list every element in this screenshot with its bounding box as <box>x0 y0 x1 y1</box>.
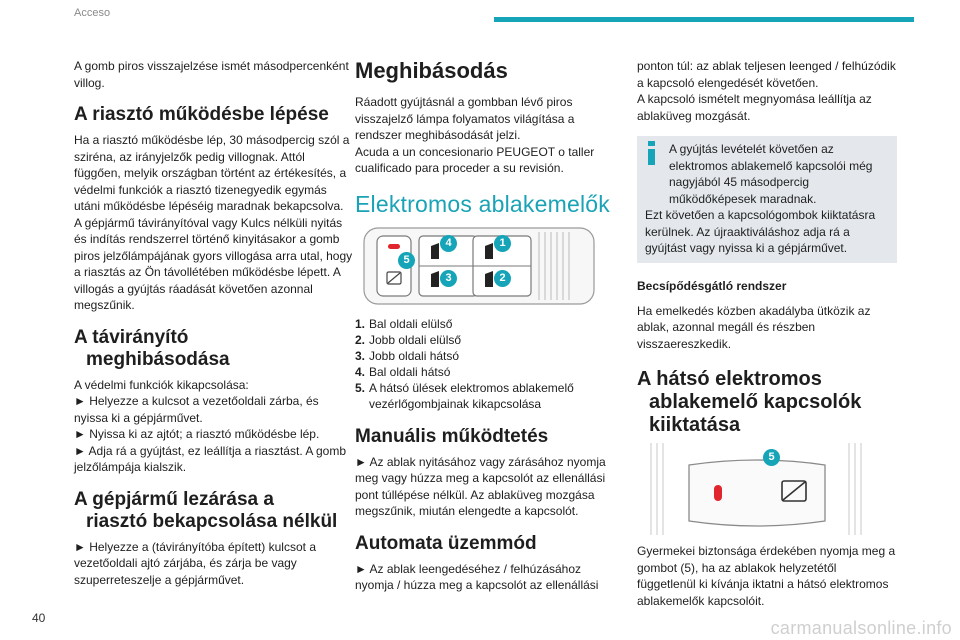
heading-disable-line2: ablakemelő kapcsolók <box>649 391 862 413</box>
remote-failure-step-2: ► Nyissa ki az ajtót; a riasztó működésbe lép. <box>74 427 320 441</box>
heading-manual-operation: Manuális működtetés <box>355 425 549 447</box>
alarm-trigger-text-2: A gépjármű távirányítóval vagy Kulcs nélküli nyitás és indítás rendszerrel történő kinyitásakor a gomb piros jelzőlámpájának gyors villogása arra utal, hogy a riasztás az Ön távollétében működésbe lépett. A villogás a gyújtás ráadását követően azonnal megszűnik. <box>74 215 353 312</box>
badge-3: 3 <box>440 270 457 287</box>
heading-disable-line3: kiiktatása <box>649 414 741 436</box>
anti-pinch-text: Ha emelkedés közben akadályba ütközik az ablak, azonnal megáll és részben visszaereszkedik. <box>637 303 871 351</box>
heading-remote-failure <box>74 327 354 371</box>
automatic-mode-text-cont: ponton túl: az ablak teljesen leenged / felhúzódik a kapcsoló elengedését követően. <box>637 59 896 90</box>
remote-failure-intro: A védelmi funkciók kikapcsolása: <box>74 377 249 392</box>
automatic-mode-text-cont-2: A kapcsoló ismételt megnyomása leállítja az ablaküveg mozgását. <box>637 92 872 123</box>
page-number: 40 <box>32 611 46 625</box>
rear-disable-switch-illustration <box>637 443 877 535</box>
fault-text: Ráadott gyújtásnál a gombban lévő piros visszajelző lámpa folyamatos világítása a rendszer meghibásodását jelzi. <box>355 95 575 142</box>
badge-5: 5 <box>763 449 780 466</box>
info-icon <box>641 140 663 166</box>
window-switch-legend <box>355 316 615 412</box>
fault-text-2: Acuda a un concesionario PEUGEOT o taller cualificado para proceder a su revisión. <box>355 144 595 175</box>
heading-fault: Meghibásodás <box>355 58 508 83</box>
badge-2: 2 <box>494 270 511 287</box>
legend-item: 4. Bal oldali hátsó <box>355 364 451 379</box>
column-1 <box>74 58 354 588</box>
intro-text: A gomb piros visszajelzése ismét másodpercenként villog. <box>74 59 349 90</box>
remote-failure-step-1: ► Helyezze a kulcsot a vezetőoldali zárba, és nyissa ki a gépjárművet. <box>74 394 319 425</box>
rear-disable-switch-figure <box>637 443 877 535</box>
header-section-label: Acceso <box>74 7 111 19</box>
info-text-1: A gyújtás levételét követően az elektromos ablakemelő kapcsolói még nagyjából 45 másodpercig működőképesek maradnak. <box>669 142 873 206</box>
badge-1: 1 <box>494 235 511 252</box>
heading-automatic-mode: Automata üzemmód <box>355 532 537 554</box>
manual-operation-text: ► Az ablak nyitásához vagy zárásához nyomja meg vagy húzza meg a kapcsolót az ellenállási pont túllépése nélkül. Az ablaküveg mozgása megszűnik, miután elengedte a kapcsolót. <box>355 454 606 518</box>
heading-anti-pinch: Becsípődésgátló rendszer <box>637 278 787 293</box>
heading-disable-line1: A hátsó elektromos <box>637 368 822 390</box>
legend-item: 3. Jobb oldali hátsó <box>355 348 460 363</box>
disable-rear-switches-text: Gyermekei biztonsága érdekében nyomja meg a gombot (5), ha az ablakok helyzetétől függetlenül ki kívánja iktatni a hátsó elektromos ablakemelők kapcsolóit. <box>637 544 896 608</box>
watermark: carmanualsonline.info <box>770 618 952 638</box>
remote-failure-step-3: ► Adja rá a gyújtást, ez leállítja a riasztást. A gomb jelzőlámpája kialszik. <box>74 443 347 474</box>
heading-lock-without-alarm <box>74 489 354 533</box>
chapter-title-electric-windows: Elektromos ablakemelők <box>355 190 610 217</box>
heading-alarm-trigger: A riasztó működésbe lépése <box>74 104 329 125</box>
legend-item: 2. Jobb oldali elülső <box>355 332 462 347</box>
info-text-2: Ezt követően a kapcsológombok kiiktatásra kerülnek. Az újraaktiváláshoz adja rá a gyújtást vagy nyissa ki a gépjárművet. <box>645 208 876 255</box>
legend-item: 1. Bal oldali elülső <box>355 316 453 331</box>
heading-disable-rear-switches <box>637 368 897 437</box>
window-switch-panel-figure <box>363 226 603 308</box>
alarm-trigger-text: Ha a riasztó működésbe lép, 30 másodpercig szól a sziréna, az irányjelzők pedig villognak. Attól függően, melyik országban történt az értékesítés, a védelmi funkciók a riasztó tizenegyedik egymás utáni működésbe lépéséig maradnak bekapcsolva. <box>74 133 350 213</box>
window-switch-panel-illustration <box>363 226 603 308</box>
heading-remote-failure-line1: A távirányító <box>74 326 189 348</box>
heading-remote-failure-line2: meghibásodása <box>86 348 230 370</box>
column-2 <box>355 58 615 594</box>
column-3 <box>637 58 897 609</box>
automatic-mode-text: ► Az ablak leengedéséhez / felhúzásához nyomja / húzza meg a kapcsolót az ellenállási <box>355 561 599 592</box>
badge-5: 5 <box>398 252 415 269</box>
heading-lock-line1: A gépjármű lezárása a <box>74 488 274 510</box>
badge-4: 4 <box>440 235 457 252</box>
header-accent-bar <box>494 17 914 22</box>
lock-without-alarm-text: ► Helyezze a (távirányítóba épített) kulcsot a vezetőoldali ajtó zárjába, és zárja be vagy szuperreteszelje a gépjárművet. <box>74 539 316 587</box>
legend-item: 5. A hátsó ülések elektromos ablakemelő vezérlőgombjainak kikapcsolása <box>355 380 574 411</box>
heading-lock-line2: riasztó bekapcsolása nélkül <box>86 510 338 532</box>
info-box <box>637 136 897 263</box>
